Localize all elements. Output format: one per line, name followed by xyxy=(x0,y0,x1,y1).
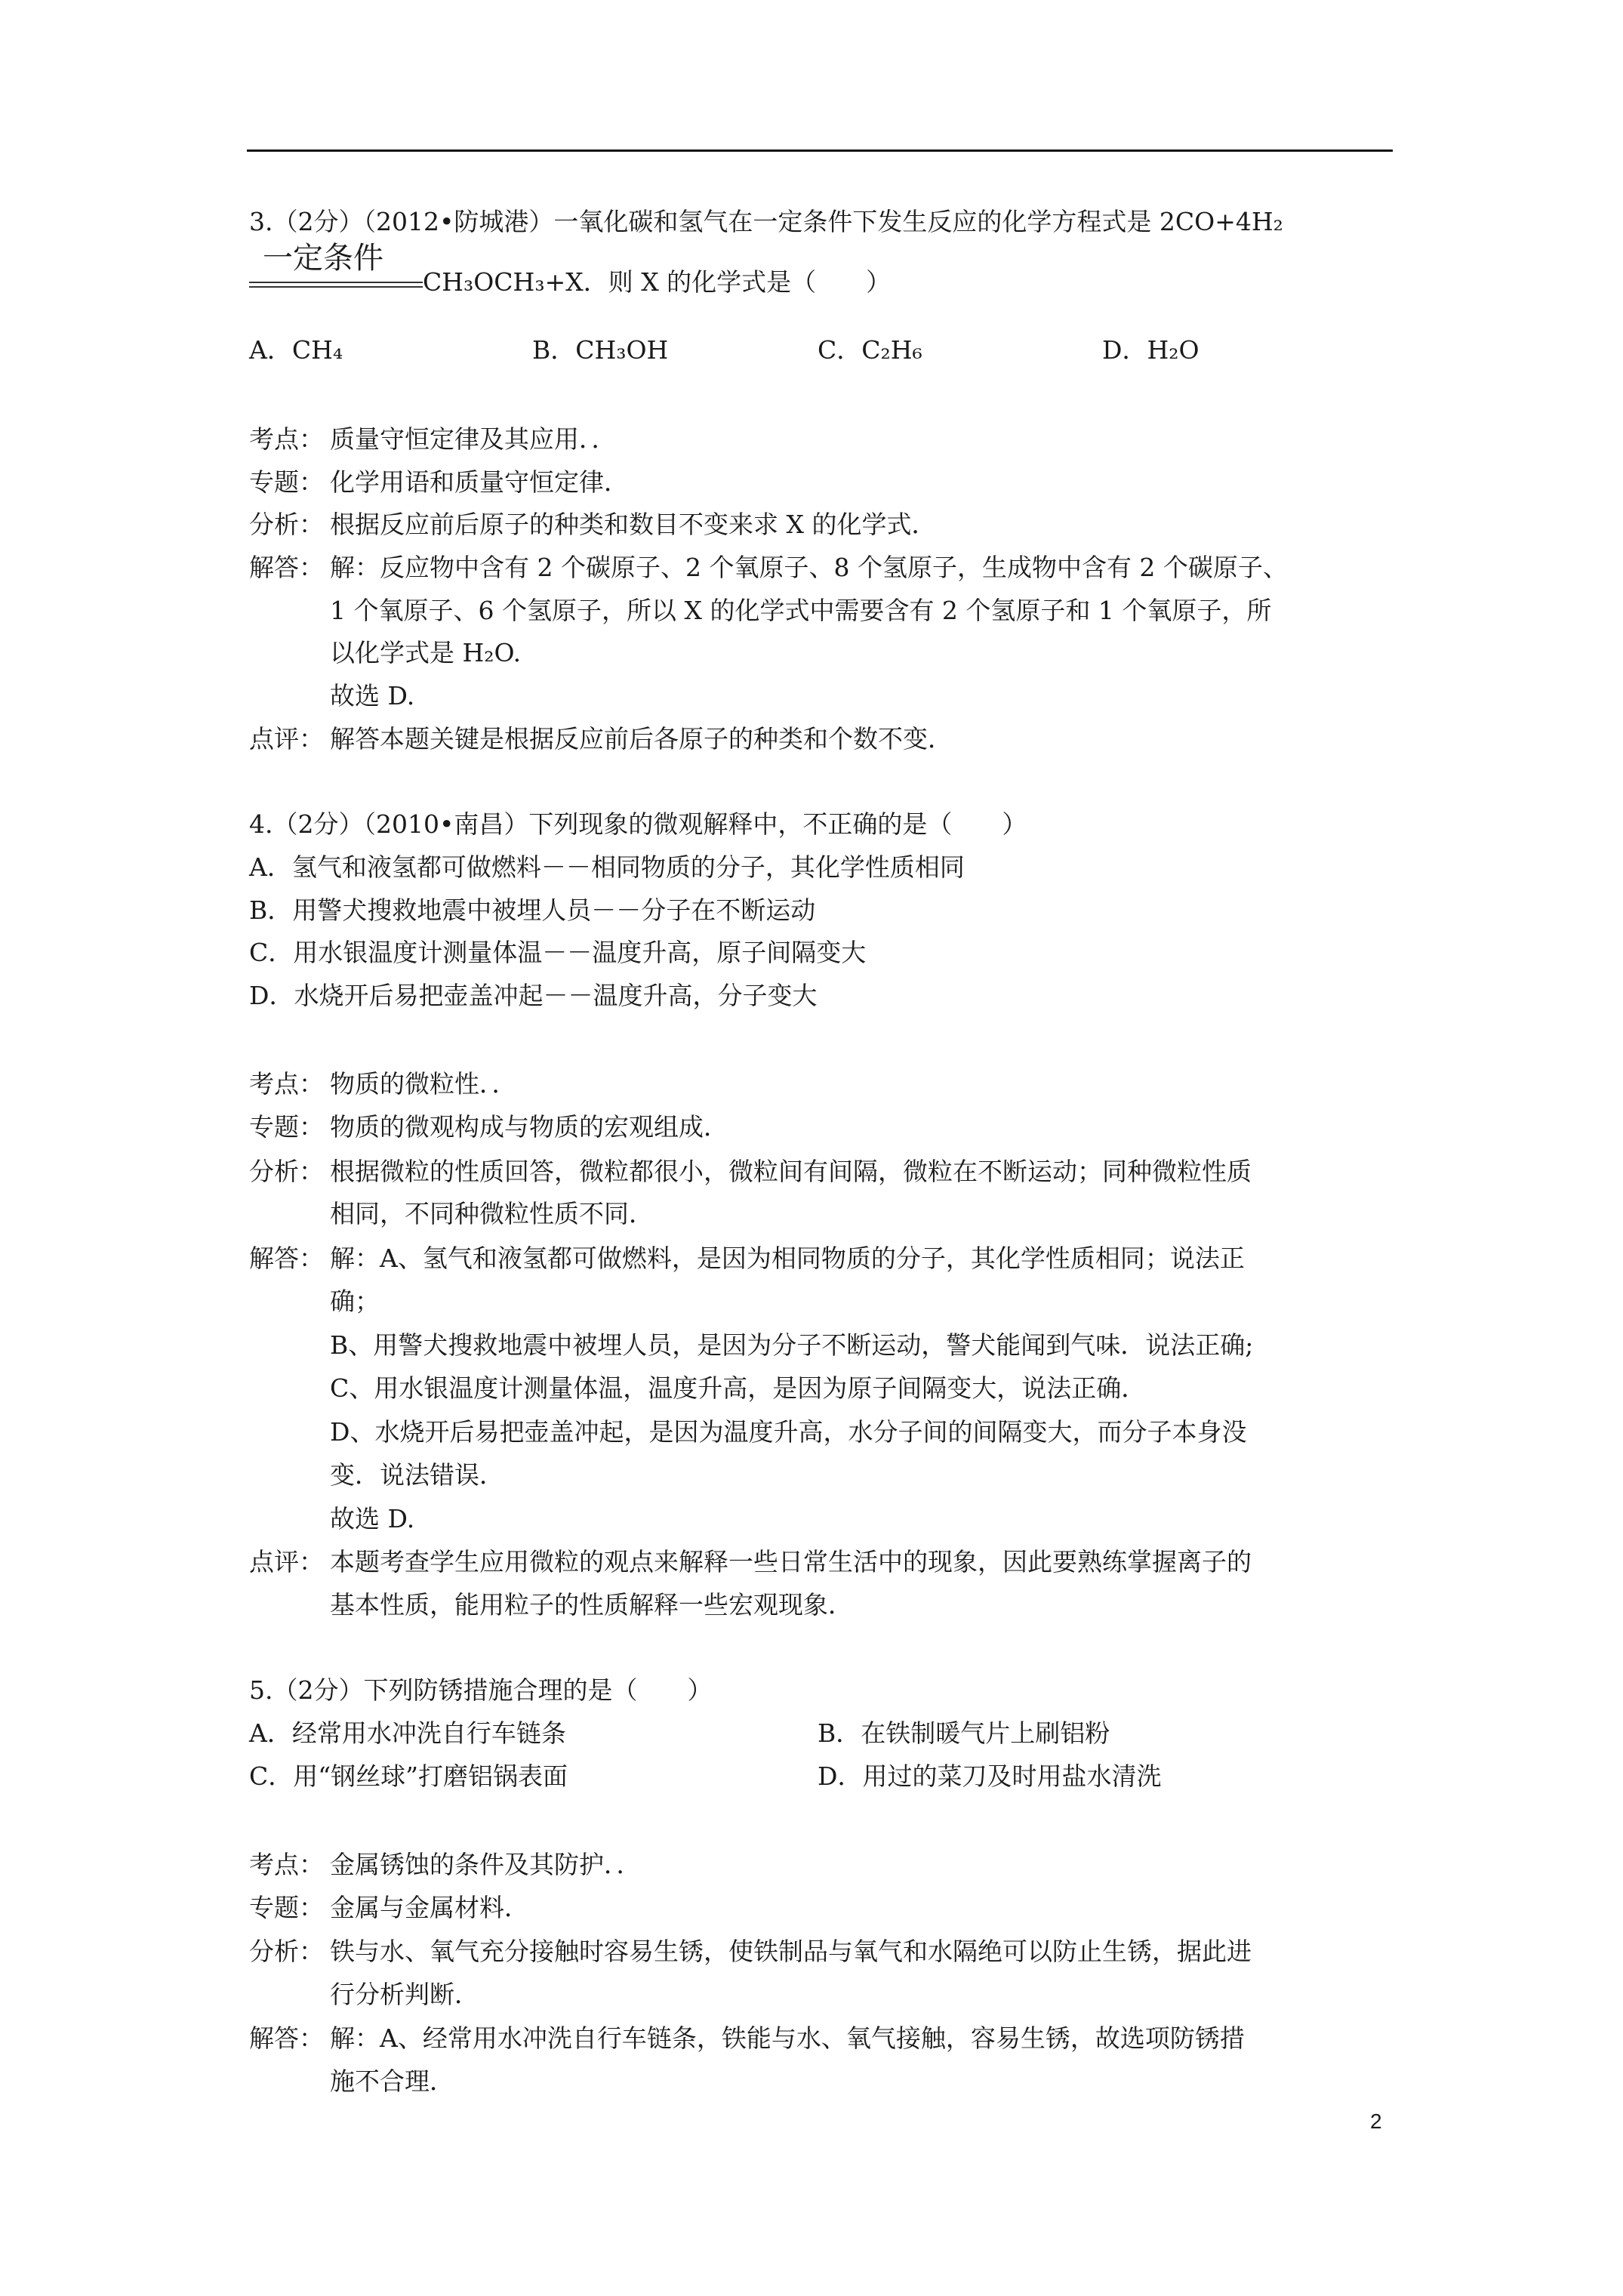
q3-jieda xyxy=(249,551,1288,584)
q5-zhuanti-label: 专题： xyxy=(249,1893,324,1922)
q3-option-b: B．CH₃OH xyxy=(532,335,669,365)
q3-zhuanti-text: 化学用语和质量守恒定律． xyxy=(330,467,629,497)
q4-jieda-label: 解答： xyxy=(249,1244,324,1273)
q4-zhuanti-label: 专题： xyxy=(249,1112,324,1142)
q5-fenxi-line-1: 铁与水、氧气充分接触时容易生锈，使铁制品与氧气和水隔绝可以防止生锈，据此进 xyxy=(330,1937,1252,1966)
q3-option-a: A．CH₄ xyxy=(249,335,343,365)
q3-dianping xyxy=(249,723,953,756)
q4-kaodian-text: 物质的微粒性．． xyxy=(330,1069,517,1099)
q3-equation-arrow-top xyxy=(249,282,423,283)
q5-kaodian xyxy=(249,1848,642,1881)
q4-jieda-line-3: B、用警犬搜救地震中被埋人员，是因为分子不断运动，警犬能闻到气味．说法正确; xyxy=(330,1330,1254,1360)
q5-jieda-label: 解答： xyxy=(249,2023,324,2053)
q4-jieda-line-4: C、用水银温度计测量体温，温度升高，是因为原子间隔变大，说法正确． xyxy=(330,1373,1147,1403)
q5-fenxi-label: 分析： xyxy=(249,1937,324,1966)
q3-option-c: C．C₂H₆ xyxy=(818,335,922,365)
q4-jieda-line-1: 解：A、氢气和液氢都可做燃料，是因为相同物质的分子，其化学性质相同；说法正 xyxy=(330,1244,1245,1273)
q3-dianping-label: 点评： xyxy=(249,724,324,754)
q4-jieda-line-6: 变．说法错误． xyxy=(330,1460,504,1490)
q4-fenxi-line-1: 根据微粒的性质回答，微粒都很小，微粒间有间隔，微粒在不断运动；同种微粒性质 xyxy=(330,1157,1252,1186)
q4-zhuanti-text: 物质的微观构成与物质的宏观组成． xyxy=(330,1112,728,1142)
q5-zhuanti xyxy=(249,1891,529,1925)
q3-fenxi-label: 分析： xyxy=(249,510,324,539)
q4-dianping xyxy=(249,1546,1252,1579)
q3-zhuanti xyxy=(249,466,629,499)
q3-kaodian-label: 考点： xyxy=(249,424,324,454)
q5-jieda-line-2: 施不合理． xyxy=(330,2066,454,2096)
q4-fenxi xyxy=(249,1155,1252,1188)
q3-jieda-line-4: 故选 D. xyxy=(330,681,415,710)
q4-stem: 4.（2分）（2010•南昌）下列现象的微观解释中，不正确的是（ ） xyxy=(249,809,1027,839)
q5-kaodian-text: 金属锈蚀的条件及其防护．． xyxy=(330,1850,642,1879)
q4-dianping-line-1: 本题考查学生应用微粒的观点来解释一些日常生活中的现象，因此要熟练掌握离子的 xyxy=(330,1547,1252,1576)
q4-option-d: D．水烧开后易把壶盖冲起－－温度升高，分子变大 xyxy=(249,981,818,1010)
q3-fenxi-text: 根据反应前后原子的种类和数目不变来求 X 的化学式． xyxy=(330,510,937,539)
q4-dianping-line-2: 基本性质，能用粒子的性质解释一些宏观现象． xyxy=(330,1590,853,1620)
q3-jieda-line-1: 解：反应物中含有 2 个碳原子、2 个氧原子、8 个氢原子，生成物中含有 2 个碳原子、 xyxy=(330,553,1288,582)
q3-equation-condition: 一定条件 xyxy=(263,241,383,276)
q5-option-b: B．在铁制暖气片上刷铝粉 xyxy=(818,1718,1110,1748)
header-rule xyxy=(247,149,1393,152)
q3-equation-arrow-bottom xyxy=(249,286,423,288)
q4-fenxi-label: 分析： xyxy=(249,1157,324,1186)
q4-fenxi-line-2: 相同，不同种微粒性质不同． xyxy=(330,1199,654,1228)
q3-kaodian-text: 质量守恒定律及其应用．． xyxy=(330,424,617,454)
q4-kaodian-label: 考点： xyxy=(249,1069,324,1099)
q4-option-b: B．用警犬搜救地震中被埋人员－－分子在不断运动 xyxy=(249,895,816,925)
q4-option-c: C．用水银温度计测量体温－－温度升高，原子间隔变大 xyxy=(249,938,867,967)
q3-kaodian xyxy=(249,423,617,456)
q4-option-a: A．氢气和液氢都可做燃料－－相同物质的分子，其化学性质相同 xyxy=(249,852,965,882)
q4-zhuanti xyxy=(249,1111,728,1144)
q5-kaodian-label: 考点： xyxy=(249,1850,324,1879)
q3-jieda-line-3: 以化学式是 H₂O. xyxy=(330,638,522,667)
q5-fenxi-line-2: 行分析判断． xyxy=(330,1980,479,2009)
q4-jieda-line-2: 确； xyxy=(330,1287,380,1316)
page-number: 2 xyxy=(1370,2110,1382,2133)
q3-equation-rest: CH₃OCH₃+X．则 X 的化学式是（ ） xyxy=(423,267,892,297)
q5-jieda-line-1: 解：A、经常用水冲洗自行车链条，铁能与水、氧气接触，容易生锈，故选项防锈措 xyxy=(330,2023,1245,2053)
q4-jieda-line-5: D、水烧开后易把壶盖冲起，是因为温度升高，水分子间的间隔变大，而分子本身没 xyxy=(330,1417,1247,1447)
q5-stem: 5.（2分）下列防锈措施合理的是（ ） xyxy=(249,1675,713,1705)
q4-dianping-label: 点评： xyxy=(249,1547,324,1576)
q3-fenxi xyxy=(249,508,936,541)
q5-fenxi xyxy=(249,1935,1252,1968)
q4-jieda xyxy=(249,1242,1245,1275)
q3-stem: 3.（2分）（2012•防城港）一氧化碳和氢气在一定条件下发生反应的化学方程式是 2CO+4H₂ xyxy=(249,207,1283,236)
q3-jieda-label: 解答： xyxy=(249,553,324,582)
q3-zhuanti-label: 专题： xyxy=(249,467,324,497)
q5-option-c: C．用“钢丝球”打磨铝锅表面 xyxy=(249,1761,568,1791)
q5-option-d: D．用过的菜刀及时用盐水清洗 xyxy=(818,1761,1162,1791)
q5-option-a: A．经常用水冲洗自行车链条 xyxy=(249,1718,566,1748)
q4-kaodian xyxy=(249,1068,517,1101)
q3-option-d: D．H₂O xyxy=(1102,335,1200,365)
q4-jieda-line-7: 故选 D. xyxy=(330,1504,415,1533)
q5-jieda xyxy=(249,2022,1245,2055)
q5-zhuanti-text: 金属与金属材料． xyxy=(330,1893,529,1922)
q3-dianping-text: 解答本题关键是根据反应前后各原子的种类和个数不变． xyxy=(330,724,953,754)
q3-jieda-line-2: 1 个氧原子、6 个氢原子，所以 X 的化学式中需要含有 2 个氢原子和 1 个氧原子，所 xyxy=(330,596,1272,625)
